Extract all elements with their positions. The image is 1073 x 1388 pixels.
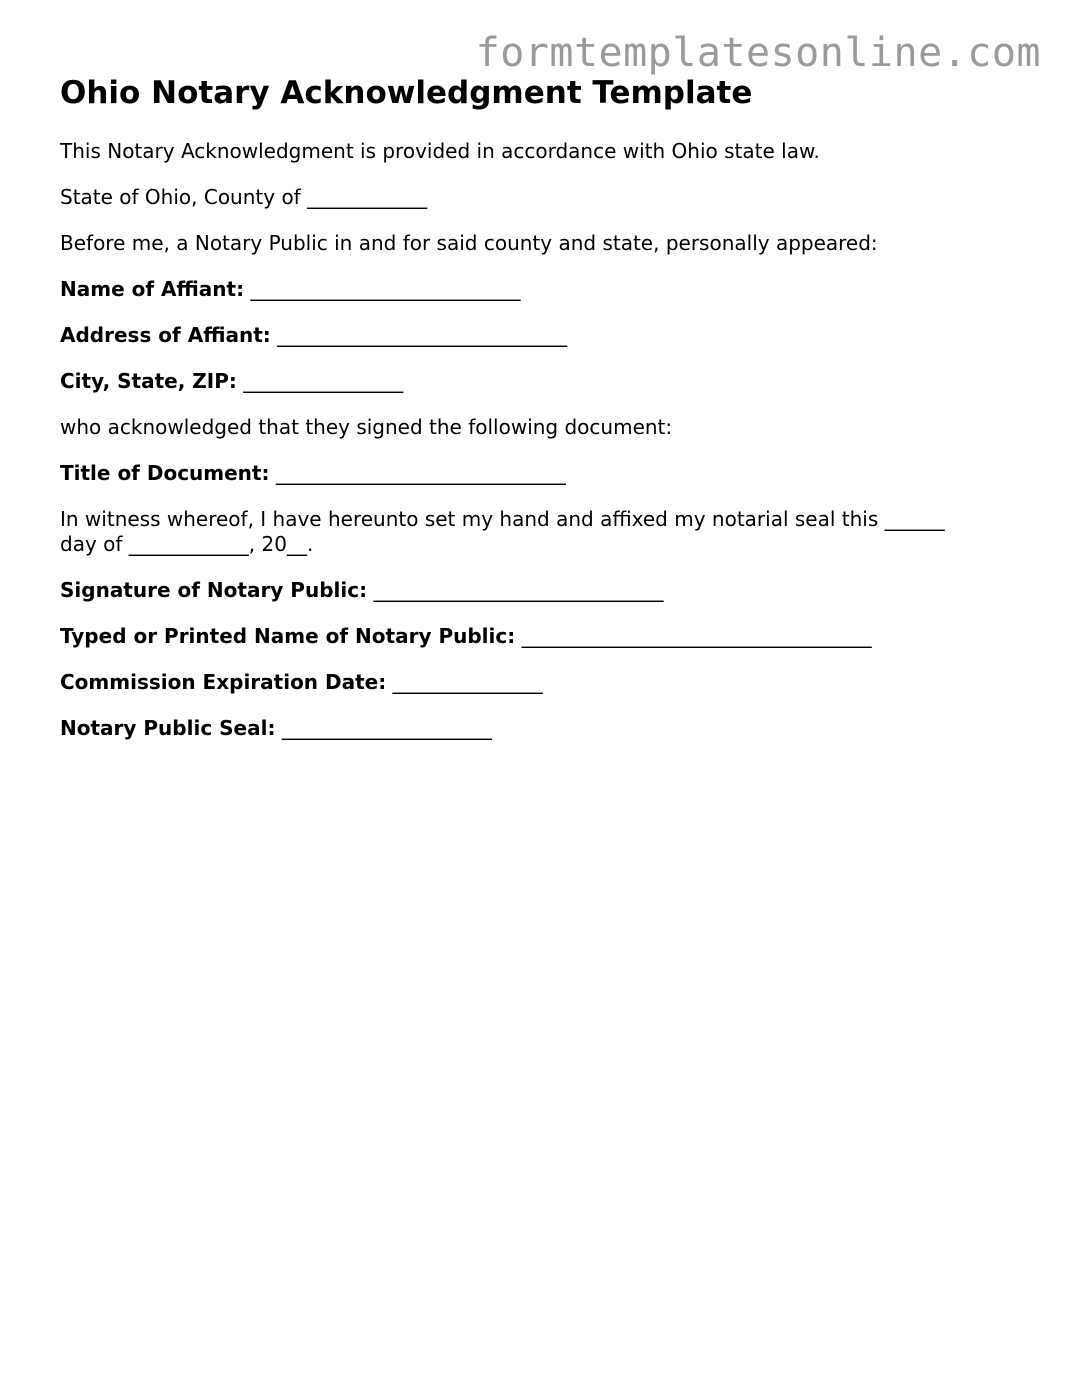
page-title: Ohio Notary Acknowledgment Template: [60, 75, 753, 111]
appearance-text: Before me, a Notary Public in and for said county and state, personally appeared:: [60, 231, 878, 255]
city-state-zip-label: City, State, ZIP:: [60, 369, 237, 393]
affiant-address-blank[interactable]: _____________________________: [277, 323, 568, 347]
document-title-blank[interactable]: _____________________________: [275, 461, 566, 485]
watermark: formtemplatesonline.com: [475, 30, 1041, 76]
commission-expiration-field[interactable]: [60, 670, 1020, 695]
witness-line-1: In witness whereof, I have hereunto set my hand and affixed my notarial seal this ______: [60, 507, 945, 531]
affiant-name-field[interactable]: [60, 277, 1020, 302]
notary-name-blank[interactable]: ___________________________________: [521, 624, 872, 648]
notary-seal-blank[interactable]: _____________________: [281, 716, 492, 740]
city-state-zip-field[interactable]: [60, 369, 1020, 394]
document-title-label: Title of Document:: [60, 461, 270, 485]
commission-expiration-blank[interactable]: _______________: [392, 670, 543, 694]
notary-signature-label: Signature of Notary Public:: [60, 578, 368, 602]
affiant-address-field[interactable]: [60, 323, 1020, 348]
intro-text: This Notary Acknowledgment is provided in accordance with Ohio state law.: [60, 139, 820, 163]
notary-seal-label: Notary Public Seal:: [60, 716, 276, 740]
witness-line-2: day of ____________, 20__.: [60, 532, 314, 556]
notary-signature-blank[interactable]: _____________________________: [373, 578, 664, 602]
notary-seal-field[interactable]: [60, 716, 1020, 741]
witness-clause: [60, 507, 1020, 557]
notary-name-field[interactable]: [60, 624, 1020, 649]
commission-expiration-label: Commission Expiration Date:: [60, 670, 387, 694]
venue-line: State of Ohio, County of ____________: [60, 185, 428, 209]
city-state-zip-blank[interactable]: ________________: [243, 369, 404, 393]
notary-signature-field[interactable]: [60, 578, 1020, 603]
document-body: [60, 72, 1020, 741]
affiant-name-blank[interactable]: ___________________________: [250, 277, 521, 301]
affiant-address-label: Address of Affiant:: [60, 323, 271, 347]
notary-name-label: Typed or Printed Name of Notary Public:: [60, 624, 516, 648]
affiant-name-label: Name of Affiant:: [60, 277, 245, 301]
document-title-field[interactable]: [60, 461, 1020, 486]
acknowledged-text: who acknowledged that they signed the following document:: [60, 415, 673, 439]
